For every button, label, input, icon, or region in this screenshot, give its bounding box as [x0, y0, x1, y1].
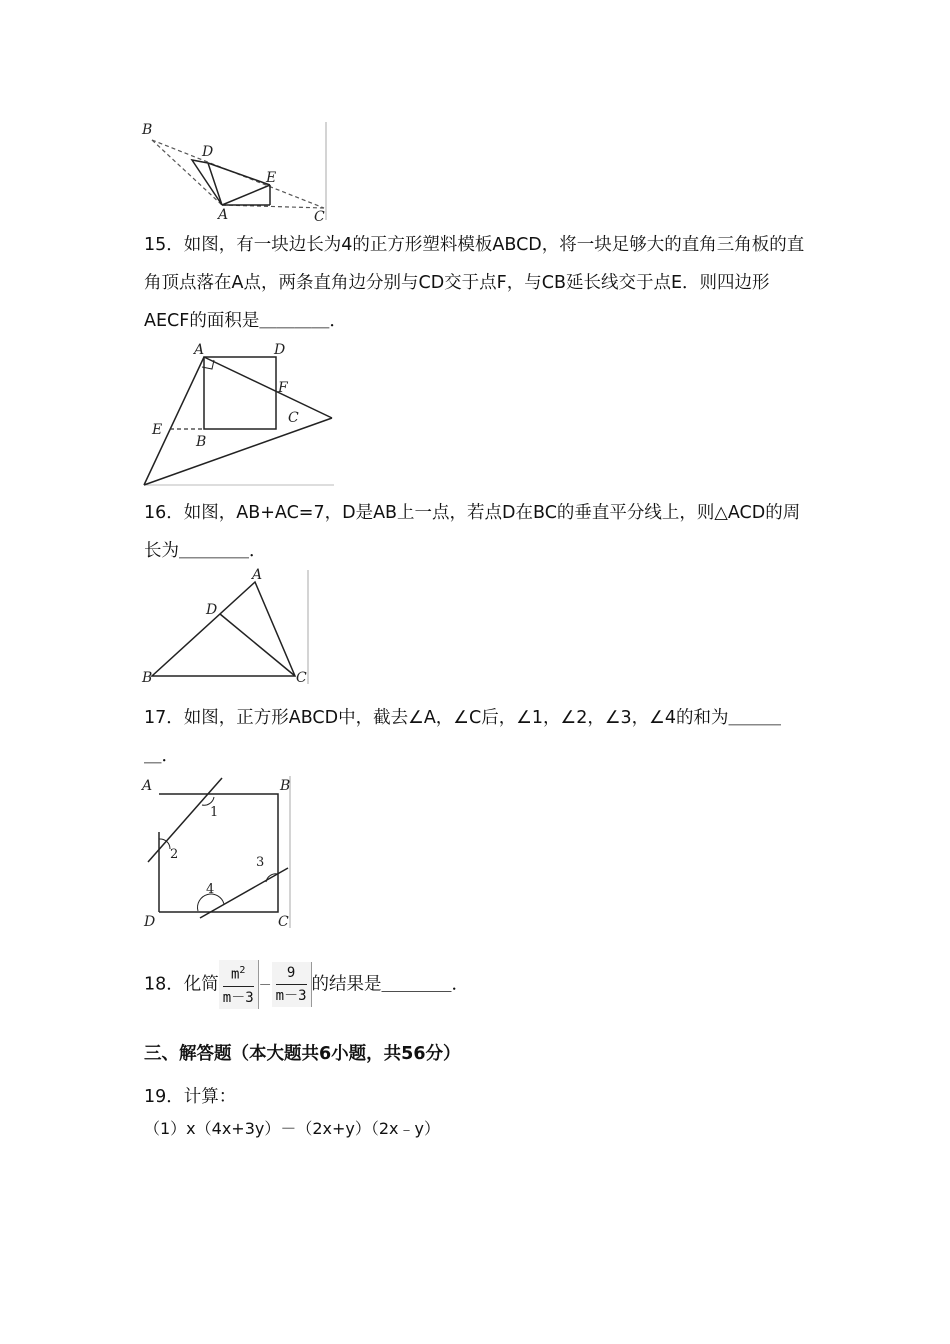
label-B: B — [142, 122, 153, 138]
label-A: A — [142, 778, 153, 794]
label-A: A — [252, 567, 263, 583]
label-D: D — [144, 914, 156, 930]
label-C: C — [288, 410, 299, 426]
label-C: C — [296, 670, 307, 686]
figure-14 — [140, 118, 340, 228]
q18-prefix: 18．化简 — [144, 974, 219, 995]
figure-15 — [140, 340, 340, 490]
label-A: A — [218, 207, 229, 223]
fraction-m2-over-m-3: $\frac{m^2}{m-3}$ — [219, 960, 259, 1009]
question-19-title: 19．计算： — [144, 1087, 237, 1107]
question-15: 15．如图，有一块边长为4的正方形塑料模板ABCD，将一块足够大的直角三角板的直角顶点落在A点，两条直角边分别与CD交于点F，与CB延长线交于点E．则四边形AECF的面积是＿＿＿＿． — [144, 235, 805, 331]
label-F: F — [278, 380, 288, 396]
minus-sign: － — [258, 978, 272, 994]
figure-17 — [140, 774, 300, 934]
label-C: C — [278, 914, 289, 930]
angle-1: 1 — [210, 805, 219, 820]
section-heading: 三、解答题（本大题共6小题，共56分） — [144, 1044, 461, 1064]
figure-16 — [140, 568, 315, 688]
question-16: 16．如图，AB+AC=7，D是AB上一点，若点D在BC的垂直平分线上，则△ACD的周长为＿＿＿＿． — [144, 503, 801, 561]
question-17: 17．如图，正方形ABCD中，截去∠A，∠C后，∠1，∠2，∠3，∠4的和为＿＿＿＿． — [144, 708, 781, 766]
angle-2: 2 — [170, 847, 179, 862]
question-18 — [144, 960, 814, 1010]
label-A: A — [194, 342, 205, 358]
label-D: D — [274, 342, 286, 358]
label-C: C — [314, 209, 325, 225]
label-B: B — [196, 434, 207, 450]
fraction-9-over-m-3: $\frac{9}{m-3}$ — [272, 962, 312, 1007]
label-D: D — [206, 602, 218, 618]
label-E: E — [266, 170, 277, 186]
label-E: E — [152, 422, 163, 438]
label-B: B — [142, 670, 153, 686]
angle-4: 4 — [206, 882, 215, 897]
label-D: D — [202, 144, 214, 160]
q18-suffix: 的结果是＿＿＿＿． — [311, 974, 470, 995]
angle-3: 3 — [256, 855, 265, 870]
question-19-part-1: （1）x（4x+3y）－（2x+y）（2x﹣y） — [144, 1119, 440, 1138]
label-B: B — [280, 778, 291, 794]
